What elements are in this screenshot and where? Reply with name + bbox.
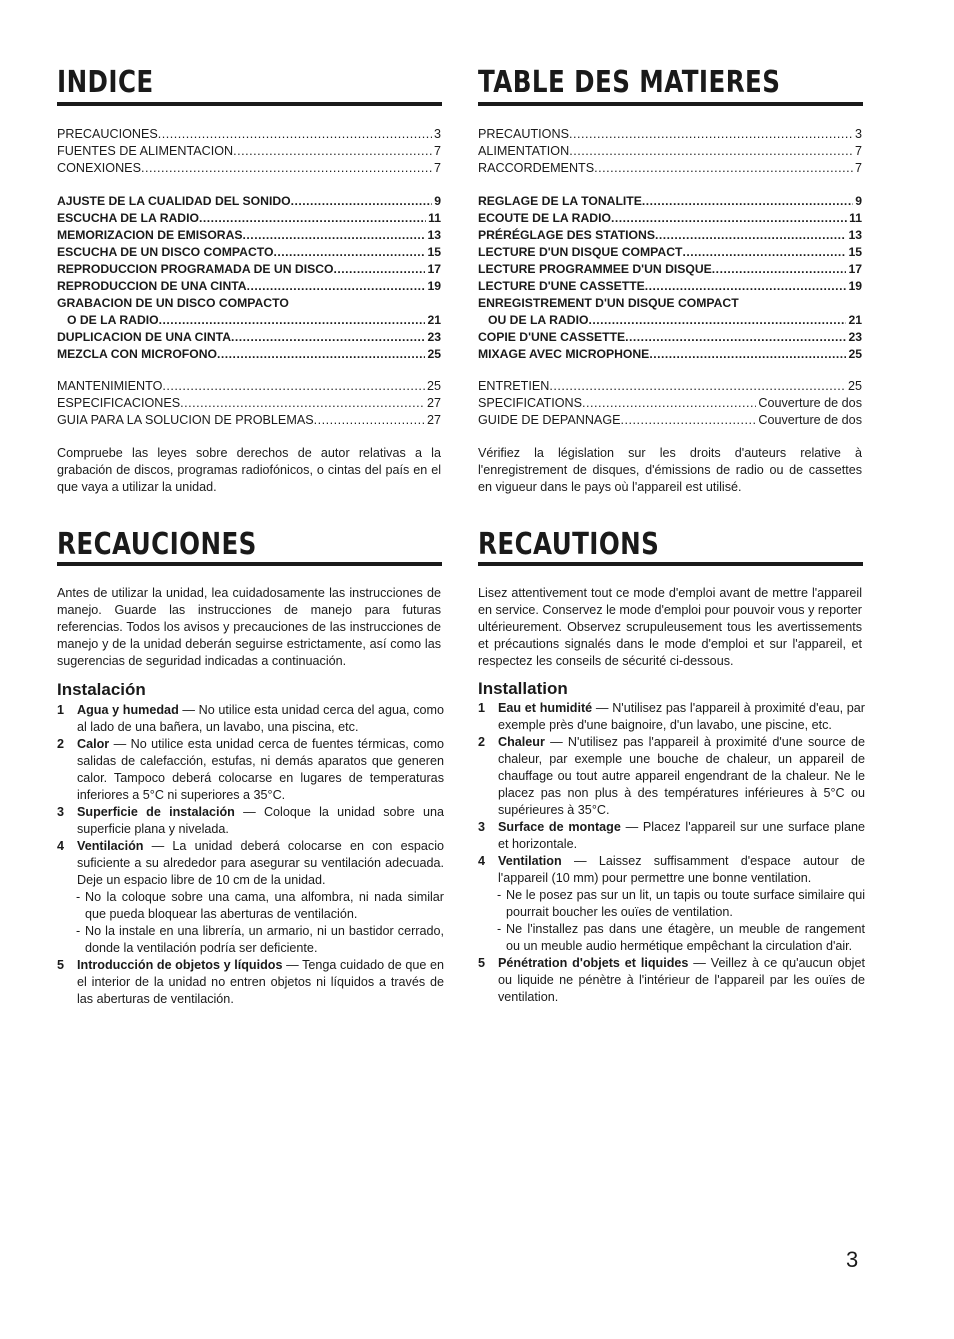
toc-entry (57, 244, 441, 261)
toc-entry-title: ESCUCHA DE UN DISCO COMPACTO (57, 245, 274, 259)
toc-entry (57, 346, 441, 363)
toc-entry-page: 19 (848, 279, 862, 293)
item-body: — Coloque la unidad sobre una superficie plana y nivelada. (77, 805, 444, 836)
dash-marker: - (497, 888, 502, 902)
toc-entry-page: 17 (848, 262, 862, 276)
toc-entry-title: LECTURE D'UNE CASSETTE (478, 279, 645, 293)
copyright-note-fr: Vérifiez la législation sur les droits d'auteurs relative à l'enregistrement de disques, d'émissions de radio ou de cassettes en vigueur dans le pays où l'appareil est utilisé. (478, 446, 862, 494)
toc-entry (478, 160, 862, 177)
toc-entry-page: 23 (848, 330, 862, 344)
item-body: — No utilice esta unidad cerca de fuentes térmicas, como salidas de calefacción, estufas, ni demás aparatos que generen calor. Tampoco deberá colocarse en lugares de temperaturas inferiores a 5°C ni superiores a 35°C. (77, 737, 444, 802)
toc-entry-title: LECTURE PROGRAMMEE D'UN DISQUE (478, 262, 712, 276)
toc-entry-page: 25 (427, 347, 441, 361)
toc-entry-title: COPIE D'UNE CASSETTE (478, 330, 626, 344)
toc-leader-dots (334, 261, 426, 278)
toc-entry (478, 378, 862, 395)
toc-entry-title: PRECAUTIONS (478, 127, 569, 141)
toc-entry-title: CONEXIONES (57, 161, 141, 175)
list-item (57, 838, 444, 889)
toc-leader-dots (162, 378, 425, 395)
toc-entry-title: REPRODUCCION DE UNA CINTA (57, 279, 247, 293)
toc-appendix-es (57, 378, 441, 429)
toc-leader-dots (569, 126, 853, 143)
toc-leader-dots (141, 160, 432, 177)
toc-entry (57, 210, 441, 227)
toc-entry-page: 7 (433, 144, 441, 158)
list-item (478, 734, 865, 819)
toc-entry-title: ENREGISTREMENT D'UN DISQUE COMPACT (478, 296, 739, 310)
dash-text: No la instale en una librería, un armario, ni un bastidor cerrado, donde la ventilación podría ser deficiente. (85, 924, 444, 955)
toc-entry (57, 395, 441, 412)
toc-entry-title: ESCUCHA DE LA RADIO (57, 211, 199, 225)
toc-entry (57, 261, 441, 278)
toc-entry-page: 7 (854, 161, 862, 175)
toc-entry-page: 15 (427, 245, 441, 259)
item-body: — La unidad deberá colocarse en con espacio suficiente a su alrededor para asegurar su ventilación adecuada. Deje un espacio libre de 10 cm de la unidad. (77, 839, 444, 887)
toc-entry-title: RACCORDEMENTS (478, 161, 595, 175)
toc-entry-title: MANTENIMIENTO (57, 379, 163, 393)
toc-entry (57, 412, 441, 429)
item-number: 1 (57, 703, 65, 717)
item-body: — Laissez suffisamment d'espace autour de l'appareil (10 mm) pour permettre une bonne ventilation. (498, 854, 865, 885)
toc-entry-page: 25 (426, 379, 441, 393)
installation-list (478, 700, 865, 1006)
toc-leader-dots (199, 210, 426, 227)
item-heading: Eau et humidité (498, 701, 593, 715)
item-number: 2 (478, 735, 486, 749)
toc-leader-dots (569, 143, 853, 160)
toc-entry-page: 25 (847, 379, 862, 393)
toc-entry-title: PRÉRÉGLAGE DES STATIONS (478, 228, 655, 242)
toc-entry-title: REGLAGE DE LA TONALITE (478, 194, 642, 208)
instalacion-subheading: Instalación (57, 680, 146, 699)
toc-entry-title: MIXAGE AVEC MICROPHONE (478, 347, 650, 361)
list-item (478, 700, 865, 734)
toc-leader-dots (682, 244, 846, 261)
dash-marker: - (76, 890, 81, 904)
toc-leader-dots (291, 193, 433, 210)
toc-leader-dots (158, 126, 432, 143)
table-des-matieres-heading: TABLE DES MATIERES (478, 65, 781, 100)
item-number: 3 (57, 805, 65, 819)
dash-subitem (478, 921, 865, 955)
toc-entry-title: DUPLICACION DE UNA CINTA (57, 330, 232, 344)
toc-entry-page: 17 (427, 262, 441, 276)
toc-entry (57, 227, 441, 244)
toc-entry (478, 295, 862, 312)
precauciones-heading: RECAUCIONES (57, 527, 257, 562)
item-heading: Ventilation (498, 854, 562, 868)
item-number: 4 (478, 854, 486, 868)
toc-entry-title: MEZCLA CON MICROFONO (57, 347, 218, 361)
precautions-intro: Lisez attentivement tout ce mode d'emploi avant de mettre l'appareil en service. Conservez le mode d'emploi pour pouvoir vous y reporter ultérieurement. Observez scrupuleusement tous les avertissements et précautions signalés dans le mode d'emploi et sur l'appareil, et respectez les conseils de sécurité ci-dessous. (478, 586, 862, 668)
toc-entry-page: 7 (433, 161, 441, 175)
toc-leader-dots (712, 261, 847, 278)
item-heading: Introducción de objetos y líquidos (77, 958, 283, 972)
toc-entry-title: REPRODUCCION PROGRAMADA DE UN DISCO (57, 262, 334, 276)
toc-entry-title: GUIDE DE DEPANNAGE (478, 413, 621, 427)
toc-leader-dots (611, 210, 847, 227)
dash-subitem (57, 889, 444, 923)
toc-entry-title: GRABACION DE UN DISCO COMPACTO (57, 296, 289, 310)
dash-subitem (57, 923, 444, 957)
toc-entry-title: LECTURE D'UN DISQUE COMPACT (478, 245, 683, 259)
toc-entry-page: 27 (426, 413, 441, 427)
list-item (57, 702, 444, 736)
item-number: 4 (57, 839, 65, 853)
toc-entry-title: FUENTES DE ALIMENTACION (57, 144, 234, 158)
item-number: 3 (478, 820, 486, 834)
item-heading: Calor (77, 737, 110, 751)
toc-leader-dots (314, 412, 425, 429)
item-heading: Agua y humedad (77, 703, 179, 717)
toc-leader-dots (243, 227, 426, 244)
toc-entry (478, 227, 862, 244)
toc-entry (478, 278, 862, 295)
toc-general-es (57, 126, 441, 177)
toc-leader-dots (180, 395, 425, 412)
toc-entry-title: ALIMENTATION (478, 144, 570, 158)
toc-entry-page: 7 (854, 144, 862, 158)
toc-entry (57, 193, 441, 210)
toc-leader-dots (549, 378, 846, 395)
item-heading: Ventilación (77, 839, 144, 853)
toc-entry-title: ESPECIFICACIONES (57, 396, 181, 410)
toc-entry (478, 126, 862, 143)
toc-leader-dots (273, 244, 425, 261)
toc-entry-title: ECOUTE DE LA RADIO (478, 211, 611, 225)
dash-subitem (478, 887, 865, 921)
toc-leader-dots (642, 193, 853, 210)
dash-marker: - (497, 922, 502, 936)
toc-leader-dots (594, 160, 853, 177)
indice-heading: INDICE (57, 65, 154, 100)
item-number: 1 (478, 701, 486, 715)
toc-leader-dots (231, 329, 425, 346)
item-heading: Chaleur (498, 735, 545, 749)
toc-leader-dots (159, 312, 426, 329)
toc-entry-page: 21 (427, 313, 441, 327)
page-number: 3 (846, 1247, 859, 1272)
toc-entry-page: 23 (427, 330, 441, 344)
item-body: — Veillez à ce qu'aucun objet ou liquide ne pénètre à l'intérieur de l'appareil par les ouïes de ventilation. (498, 956, 865, 1004)
precauciones-intro: Antes de utilizar la unidad, lea cuidadosamente las instrucciones de manejo. Guarde las instrucciones de manejo para futuras referencias. Todos los avisos y precauciones de las instrucciones de manejo y de la unidad deberán seguirse estrictamente, así como las sugerencias de seguridad indicadas a continuación. (57, 586, 441, 668)
toc-entry (57, 278, 441, 295)
toc-operations-fr (478, 193, 862, 363)
toc-leader-dots (247, 278, 426, 295)
item-number: 5 (57, 958, 65, 972)
dash-text: No la coloque sobre una cama, una alfombra, ni nada similar que pueda bloquear las aberturas de ventilación. (85, 890, 444, 921)
toc-entry-page: 27 (426, 396, 441, 410)
toc-entry (478, 395, 862, 412)
toc-leader-dots (655, 227, 846, 244)
item-body: — Placez l'appareil sur une surface plane et horizontale. (498, 820, 865, 851)
list-item (478, 819, 865, 853)
toc-entry-page: 11 (428, 211, 441, 225)
precautions-heading: RECAUTIONS (478, 527, 660, 562)
toc-entry-page: 25 (848, 347, 862, 361)
toc-leader-dots (582, 395, 756, 412)
toc-leader-dots (588, 312, 846, 329)
heading-rule (478, 102, 863, 106)
toc-entry-page: 19 (427, 279, 441, 293)
toc-entry (57, 329, 441, 346)
copyright-note-es: Compruebe las leyes sobre derechos de autor relativas a la grabación de discos, programas radiofónicos, o cintas del país en el que vaya a utilizar la unidad. (57, 446, 441, 494)
toc-entry-page: 15 (848, 245, 862, 259)
toc-entry (478, 312, 862, 329)
toc-entry-title: O DE LA RADIO (67, 313, 159, 327)
item-heading: Surface de montage (498, 820, 621, 834)
toc-entry-title: OU DE LA RADIO (488, 313, 589, 327)
dash-marker: - (76, 924, 81, 938)
toc-general-fr (478, 126, 862, 177)
dash-text: Ne l'installez pas dans une étagère, un meuble de rangement ou un meuble audio hermétique empêchant la circulation d'air. (506, 922, 865, 953)
toc-entry (478, 143, 862, 160)
toc-appendix-fr (478, 378, 862, 429)
toc-entry-page: 9 (855, 194, 862, 208)
toc-entry (57, 378, 441, 395)
installation-subheading: Installation (478, 679, 568, 698)
item-number: 2 (57, 737, 65, 751)
toc-entry (478, 329, 862, 346)
toc-entry (57, 312, 441, 329)
item-body: — Tenga cuidado de que en el interior de la unidad no entren objetos ni líquidos a través de las aberturas de ventilación. (77, 958, 444, 1006)
toc-entry (478, 261, 862, 278)
heading-rule (57, 102, 442, 106)
dash-text: Ne le posez pas sur un lit, un tapis ou toute surface similaire qui pourrait boucher les ouïes de ventilation. (506, 888, 865, 919)
toc-operations-es (57, 193, 441, 363)
heading-rule (478, 562, 863, 566)
toc-entry-page: 13 (427, 228, 441, 242)
toc-entry-title: ENTRETIEN (478, 379, 550, 393)
toc-entry-page: 11 (849, 211, 862, 225)
toc-entry-page: 21 (848, 313, 862, 327)
toc-entry-title: MEMORIZACION DE EMISORAS (57, 228, 243, 242)
toc-entry (57, 126, 441, 143)
item-number: 5 (478, 956, 486, 970)
toc-entry-page: 3 (433, 127, 441, 141)
toc-entry-title: GUIA PARA LA SOLUCION DE PROBLEMAS (57, 413, 314, 427)
toc-leader-dots (233, 143, 432, 160)
toc-entry (57, 143, 441, 160)
toc-entry-title: SPECIFICATIONS (478, 396, 583, 410)
toc-entry-page: Couverture de dos (758, 413, 862, 427)
toc-leader-dots (649, 346, 846, 363)
list-item (478, 955, 865, 1006)
toc-entry (478, 346, 862, 363)
toc-entry-page: 9 (434, 194, 441, 208)
toc-entry-page: 13 (848, 228, 862, 242)
list-item (478, 853, 865, 887)
toc-entry-title: AJUSTE DE LA CUALIDAD DEL SONIDO (57, 194, 291, 208)
item-body: — N'utilisez pas l'appareil à proximité d'une source de chaleur, par exemple une bouche de chaleur, un appareil de chauffage ou tout autre appareil engendrant de la chaleur. Ne le placez pas non plus à des températures inférieures à 5°C ou supérieures à 35°C. (498, 735, 865, 817)
toc-entry-page: 3 (854, 127, 862, 141)
toc-entry (478, 193, 862, 210)
toc-entry (478, 412, 862, 429)
toc-entry-title: PRECAUCIONES (57, 127, 158, 141)
item-body: — N'utilisez pas l'appareil à proximité d'eau, par exemple près d'une baignoire, d'un lavabo, une piscine, etc. (498, 701, 865, 732)
instalacion-list (57, 702, 444, 1008)
toc-entry (57, 160, 441, 177)
toc-entry (57, 295, 441, 312)
item-body: — No utilice esta unidad cerca del agua, como al lado de una bañera, un lavabo, una piscina, etc. (77, 703, 444, 734)
toc-entry-page: Couverture de dos (758, 396, 862, 410)
toc-leader-dots (645, 278, 847, 295)
list-item (57, 736, 444, 804)
toc-leader-dots (217, 346, 425, 363)
toc-entry (478, 244, 862, 261)
item-heading: Pénétration d'objets et liquides (498, 956, 689, 970)
toc-entry (478, 210, 862, 227)
list-item (57, 957, 444, 1008)
toc-leader-dots (621, 412, 757, 429)
list-item (57, 804, 444, 838)
heading-rule (57, 562, 442, 566)
item-heading: Superficie de instalación (77, 805, 235, 819)
toc-leader-dots (625, 329, 846, 346)
